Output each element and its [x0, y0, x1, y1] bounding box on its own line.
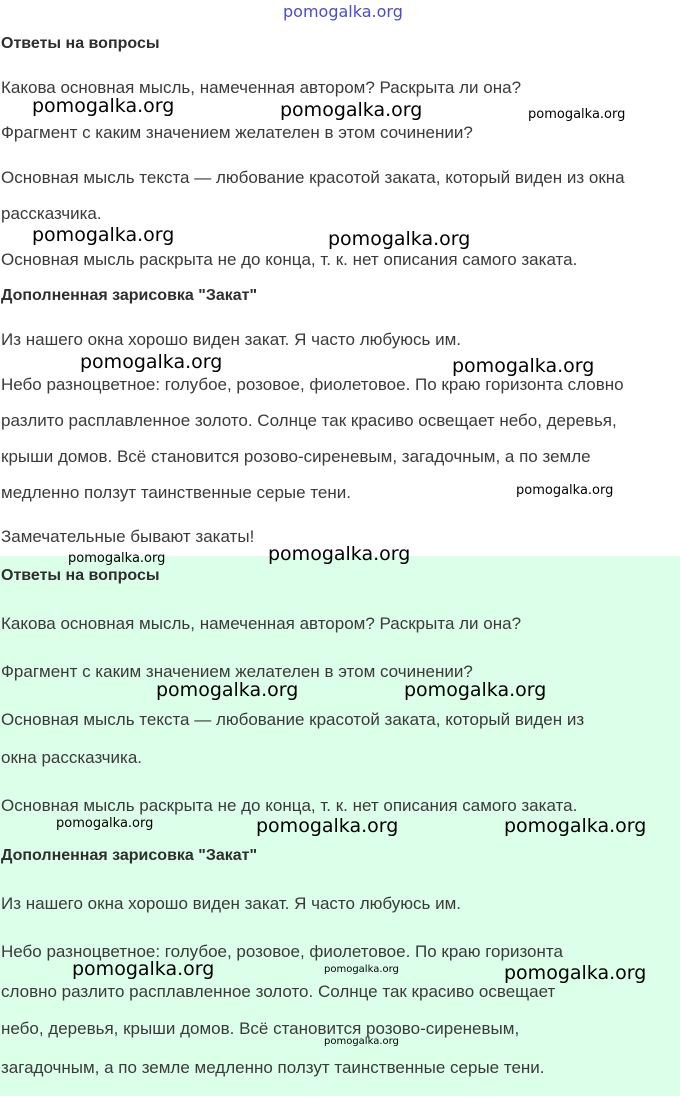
- sketch-paragraph-2-line4: медленно ползут таинственные серые тени.: [1, 483, 351, 502]
- heading-answers: Ответы на вопросы: [1, 567, 160, 584]
- answer-main-idea-line2: окна рассказчика.: [1, 748, 143, 767]
- sketch-paragraph-2-line3: крыши домов. Всё становится розово-сиреневым, загадочным, а по земле: [1, 447, 591, 466]
- watermark: pomogalka.org: [283, 2, 403, 21]
- question-fragment: Фрагмент с каким значением желателен в этом сочинении?: [1, 123, 473, 142]
- question-fragment: Фрагмент с каким значением желателен в этом сочинении?: [1, 662, 473, 681]
- answer-main-idea-line2: рассказчика.: [1, 204, 102, 223]
- sketch-paragraph-1: Из нашего окна хорошо виден закат. Я часто любуюсь им.: [1, 330, 461, 349]
- heading-answers: Ответы на вопросы: [1, 35, 160, 52]
- watermark: pomogalka.org: [452, 355, 595, 377]
- sketch-paragraph-2-line1: Небо разноцветное: голубое, розовое, фиолетовое. По краю горизонта словно: [1, 375, 624, 394]
- question-main-idea: Какова основная мысль, намеченная автором? Раскрыта ли она?: [1, 614, 522, 633]
- watermark: pomogalka.org: [504, 962, 647, 984]
- watermark: pomogalka.org: [72, 958, 215, 980]
- sketch-paragraph-2-line2: словно разлито расплавленное золото. Солнце так красиво освещает: [1, 982, 556, 1001]
- watermark: pomogalka.org: [328, 228, 471, 250]
- watermark: pomogalka.org: [268, 543, 411, 565]
- sketch-paragraph-3: Замечательные бывают закаты!: [1, 527, 255, 546]
- heading-sketch: Дополненная зарисовка "Закат": [1, 287, 258, 304]
- question-main-idea: Какова основная мысль, намеченная автором? Раскрыта ли она?: [1, 78, 522, 97]
- sketch-paragraph-2-line2: разлито расплавленное золото. Солнце так красиво освещает небо, деревья,: [1, 411, 617, 430]
- answer-disclosure: Основная мысль раскрыта не до конца, т. к. нет описания самого заката.: [1, 250, 578, 269]
- watermark: pomogalka.org: [324, 1036, 399, 1047]
- sketch-paragraph-1: Из нашего окна хорошо виден закат. Я часто любуюсь им.: [1, 894, 461, 913]
- watermark: pomogalka.org: [280, 99, 423, 121]
- watermark: pomogalka.org: [56, 816, 154, 831]
- watermark: pomogalka.org: [404, 679, 547, 701]
- sketch-paragraph-2-line1: Небо разноцветное: голубое, розовое, фиолетовое. По краю горизонта: [1, 942, 563, 961]
- watermark: pomogalka.org: [156, 679, 299, 701]
- sketch-paragraph-2-line3: небо, деревья, крыши домов. Всё становится розово-сиреневым,: [1, 1019, 520, 1038]
- watermark: pomogalka.org: [80, 351, 223, 373]
- sketch-paragraph-2-line4: загадочным, а по земле медленно ползут таинственные серые тени.: [1, 1058, 545, 1077]
- answer-main-idea-line1: Основная мысль текста — любование красотой заката, который виден из: [1, 710, 585, 729]
- watermark: pomogalka.org: [528, 107, 626, 122]
- answer-disclosure: Основная мысль раскрыта не до конца, т. к. нет описания самого заката.: [1, 796, 578, 815]
- watermark: pomogalka.org: [504, 815, 647, 837]
- watermark: pomogalka.org: [32, 95, 175, 117]
- heading-sketch: Дополненная зарисовка "Закат": [1, 847, 258, 864]
- watermark: pomogalka.org: [256, 815, 399, 837]
- watermark: pomogalka.org: [68, 551, 166, 566]
- answer-main-idea-line1: Основная мысль текста — любование красотой заката, который виден из окна: [1, 168, 625, 187]
- watermark: pomogalka.org: [516, 483, 614, 498]
- watermark: pomogalka.org: [32, 224, 175, 246]
- watermark: pomogalka.org: [324, 964, 399, 975]
